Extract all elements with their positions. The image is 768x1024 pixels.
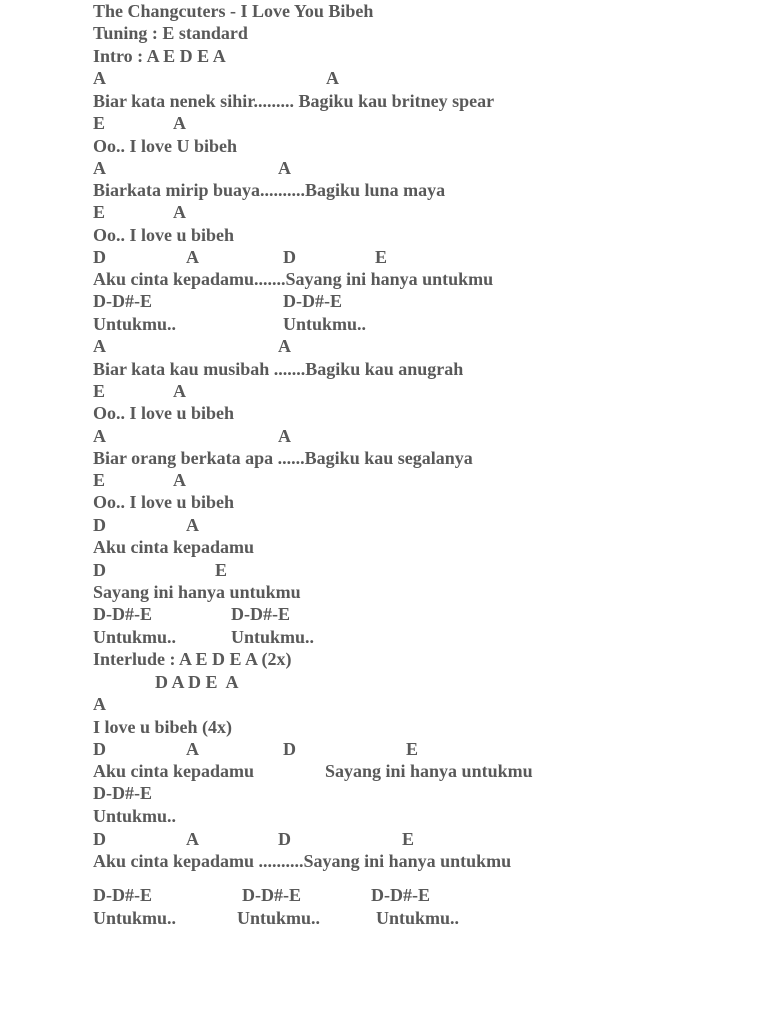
- sheet-line-segment: A: [93, 694, 106, 714]
- sheet-line-segment: Biar orang berkata apa ......Bagiku kau segalanya: [93, 448, 473, 468]
- sheet-line-segment: E: [93, 113, 106, 133]
- sheet-line-segment: D: [278, 829, 291, 849]
- sheet-line-segment: D A D E A: [155, 672, 239, 692]
- sheet-line-segment: Interlude : A E D E A (2x): [93, 649, 292, 669]
- sheet-line-segment: Untukmu..: [376, 908, 460, 928]
- sheet-line-segment: D-D#-E: [371, 885, 430, 905]
- sheet-line-segment: D: [93, 739, 106, 759]
- sheet-line-segment: I love u bibeh (4x): [93, 717, 233, 737]
- sheet-line-segment: A: [186, 829, 199, 849]
- sheet-line-segment: D: [93, 247, 106, 267]
- sheet-line-segment: E: [375, 247, 388, 267]
- song-title: The Changcuters - I Love You Bibeh: [93, 1, 374, 21]
- sheet-line-segment: Untukmu..: [231, 627, 315, 647]
- sheet-line-segment: A: [278, 158, 291, 178]
- sheet-line-segment: D-D#-E: [93, 604, 152, 624]
- sheet-line-segment: D-D#-E: [93, 783, 152, 803]
- sheet-line-segment: E: [93, 470, 106, 490]
- sheet-line-segment: Untukmu..: [283, 314, 367, 334]
- sheet-line-segment: Aku cinta kepadamu ..........Sayang ini hanya untukmu: [93, 851, 512, 871]
- sheet-line-segment: D-D#-E: [93, 291, 152, 311]
- sheet-line-segment: A: [93, 158, 106, 178]
- sheet-line-segment: D: [283, 247, 296, 267]
- sheet-line-segment: E: [93, 202, 106, 222]
- sheet-line-segment: Biarkata mirip buaya..........Bagiku luna maya: [93, 180, 446, 200]
- sheet-line-segment: Aku cinta kepadamu: [93, 761, 255, 781]
- sheet-line-segment: A: [186, 247, 199, 267]
- sheet-line-segment: A: [326, 68, 339, 88]
- sheet-line-segment: Oo.. I love u bibeh: [93, 492, 235, 512]
- sheet-line-segment: D-D#-E: [93, 885, 152, 905]
- sheet-line-segment: Oo.. I love U bibeh: [93, 136, 238, 156]
- sheet-line-segment: D-D#-E: [231, 604, 290, 624]
- sheet-line-segment: A: [173, 470, 186, 490]
- sheet-line-segment: A: [173, 113, 186, 133]
- sheet-line-segment: D-D#-E: [242, 885, 301, 905]
- sheet-line-segment: D: [93, 829, 106, 849]
- sheet-line-segment: A: [93, 68, 106, 88]
- intro-line: Intro : A E D E A: [93, 46, 226, 66]
- sheet-line-segment: Untukmu..: [93, 806, 177, 826]
- sheet-line-segment: D-D#-E: [283, 291, 342, 311]
- sheet-line-segment: E: [215, 560, 228, 580]
- tuning-line: Tuning : E standard: [93, 23, 248, 43]
- sheet-line-segment: A: [93, 336, 106, 356]
- sheet-line-segment: A: [186, 515, 199, 535]
- sheet-line-segment: Oo.. I love u bibeh: [93, 403, 235, 423]
- sheet-line-segment: D: [93, 515, 106, 535]
- sheet-line-segment: D: [283, 739, 296, 759]
- sheet-line-segment: Untukmu..: [93, 314, 177, 334]
- sheet-line-segment: Sayang ini hanya untukmu: [325, 761, 533, 781]
- sheet-line-segment: Untukmu..: [93, 627, 177, 647]
- sheet-line-segment: A: [278, 426, 291, 446]
- sheet-line-segment: Aku cinta kepadamu.......Sayang ini hanya untukmu: [93, 269, 494, 289]
- sheet-line-segment: A: [186, 739, 199, 759]
- sheet-line-segment: A: [93, 426, 106, 446]
- sheet-line-segment: Biar kata nenek sihir......... Bagiku kau britney spear: [93, 91, 495, 111]
- sheet-line-segment: Oo.. I love u bibeh: [93, 225, 235, 245]
- sheet-line-segment: A: [278, 336, 291, 356]
- sheet-line-segment: E: [406, 739, 419, 759]
- sheet-line-segment: Biar kata kau musibah .......Bagiku kau anugrah: [93, 359, 464, 379]
- sheet-line-segment: A: [173, 202, 186, 222]
- sheet-line-segment: Aku cinta kepadamu: [93, 537, 255, 557]
- sheet-line-segment: D: [93, 560, 106, 580]
- sheet-line-segment: E: [93, 381, 106, 401]
- sheet-line-segment: Sayang ini hanya untukmu: [93, 582, 301, 602]
- sheet-line-segment: E: [402, 829, 415, 849]
- sheet-line-segment: Untukmu..: [237, 908, 321, 928]
- sheet-line-segment: Untukmu..: [93, 908, 177, 928]
- sheet-line-segment: A: [173, 381, 186, 401]
